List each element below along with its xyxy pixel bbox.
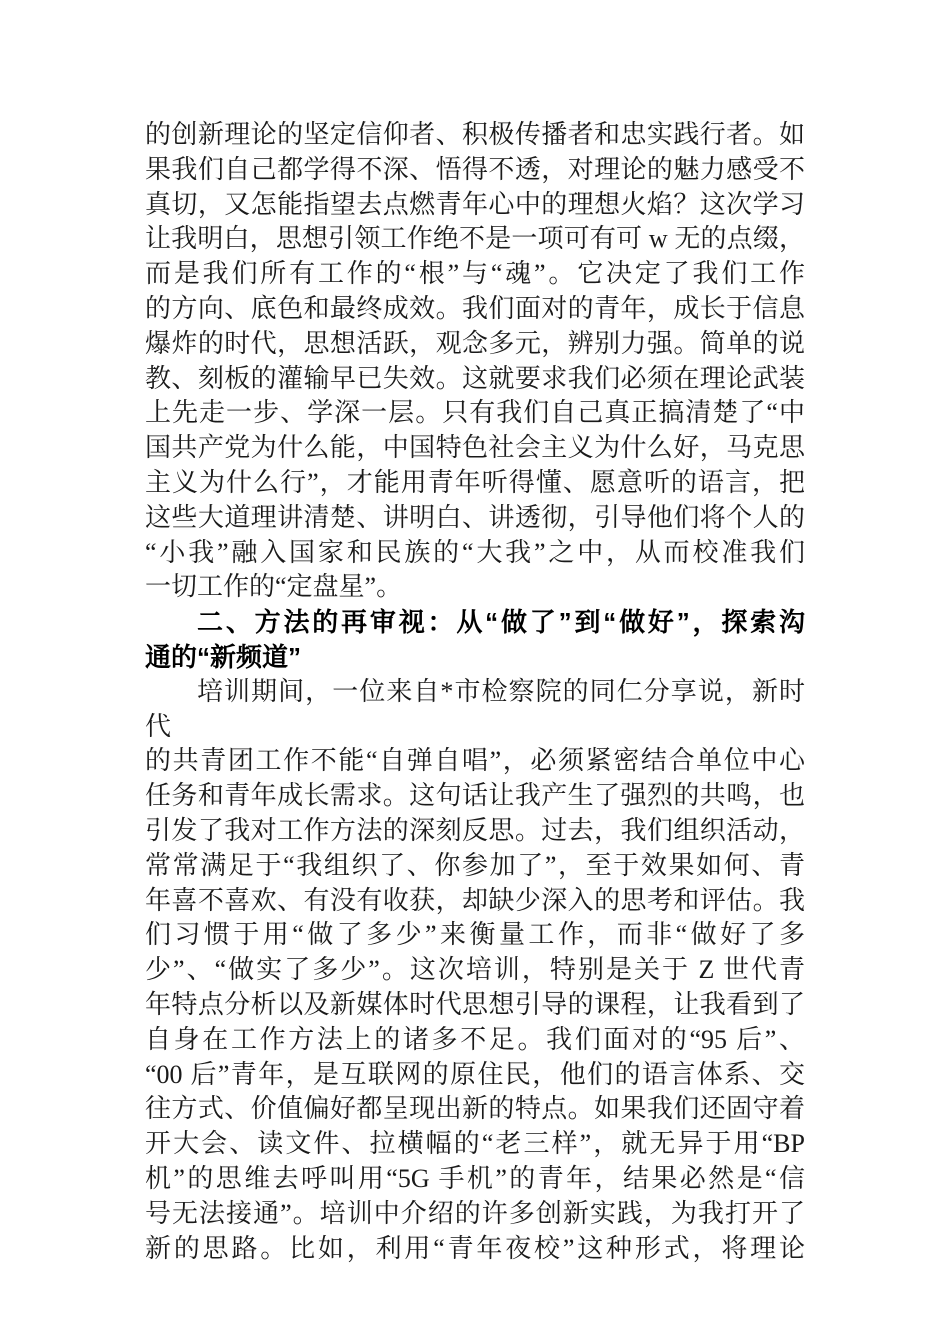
text-line: 少”、“做实了多少”。这次培训，特别是关于 Z 世代青 (145, 955, 805, 985)
text-line: 的共青团工作不能“自弹自唱”，必须紧密结合单位中心 (145, 746, 805, 776)
text-line: 让我明白，思想引领工作绝不是一项可有可 w 无的点缀， (145, 224, 805, 254)
text-line: 这些大道理讲清楚、讲明白、讲透彻，引导他们将个人的 (145, 502, 805, 532)
text-line: 爆炸的时代，思想活跃，观念多元，辨别力强。简单的说 (145, 328, 805, 358)
document-body (145, 118, 805, 1266)
paragraph-continued (145, 118, 805, 605)
text-line: 引发了我对工作方法的深刻反思。过去，我们组织活动， (145, 815, 805, 845)
text-line: 主义为什么行”，才能用青年听得懂、愿意听的语言，把 (145, 467, 805, 497)
text-line: 新的思路。比如，利用“青年夜校”这种形式，将理论 (145, 1233, 805, 1263)
text-line: 教、刻板的灌输早已失效。这就要求我们必须在理论武装 (145, 363, 805, 393)
text-line: 一切工作的“定盘星”。 (145, 572, 403, 602)
paragraph (145, 675, 805, 1267)
text-line: 二、方法的再审视：从“做了”到“做好”，探索沟 (197, 607, 805, 638)
text-line: 开大会、读文件、拉横幅的“老三样”，就无异于用“BP (145, 1129, 805, 1159)
text-line: 果我们自己都学得不深、悟得不透，对理论的魅力感受不 (145, 154, 805, 184)
text-line: 上先走一步、学深一层。只有我们自己真正搞清楚了“中 (145, 398, 805, 428)
text-line: 号无法接通”。培训中介绍的许多创新实践，为我打开了 (145, 1198, 805, 1228)
text-line: 的方向、底色和最终成效。我们面对的青年，成长于信息 (145, 293, 805, 323)
text-line: 任务和青年成长需求。这句话让我产生了强烈的共鸣，也 (145, 781, 805, 811)
text-line: 培训期间，一位来自*市检察院的同仁分享说，新时代 (145, 676, 805, 741)
section-heading (145, 605, 805, 675)
text-line: 们习惯于用“做了多少”来衡量工作，而非“做好了多 (145, 920, 805, 950)
text-line: 往方式、价值偏好都呈现出新的特点。如果我们还固守着 (145, 1094, 805, 1124)
text-line: 自身在工作方法上的诸多不足。我们面对的“95 后”、 (145, 1024, 805, 1054)
text-line: 而是我们所有工作的“根”与“魂”。它决定了我们工作 (145, 259, 805, 289)
text-line: 通的“新频道” (145, 641, 302, 672)
text-line: 国共产党为什么能，中国特色社会主义为什么好，马克思 (145, 433, 805, 463)
text-line: “00 后”青年，是互联网的原住民，他们的语言体系、交 (145, 1059, 805, 1089)
text-line: 年特点分析以及新媒体时代思想引导的课程，让我看到了 (145, 989, 805, 1019)
text-line: 的创新理论的坚定信仰者、积极传播者和忠实践行者。如 (145, 120, 805, 149)
text-line: 真切，又怎能指望去点燃青年心中的理想火焰？这次学习 (145, 189, 805, 219)
text-line: 常常满足于“我组织了、你参加了”，至于效果如何、青 (145, 850, 805, 880)
text-line: “小我”融入国家和民族的“大我”之中，从而校准我们 (145, 537, 805, 567)
text-line: 年喜不喜欢、有没有收获，却缺少深入的思考和评估。我 (145, 885, 805, 915)
text-line: 机”的思维去呼叫用“5G 手机”的青年，结果必然是“信 (145, 1163, 805, 1193)
